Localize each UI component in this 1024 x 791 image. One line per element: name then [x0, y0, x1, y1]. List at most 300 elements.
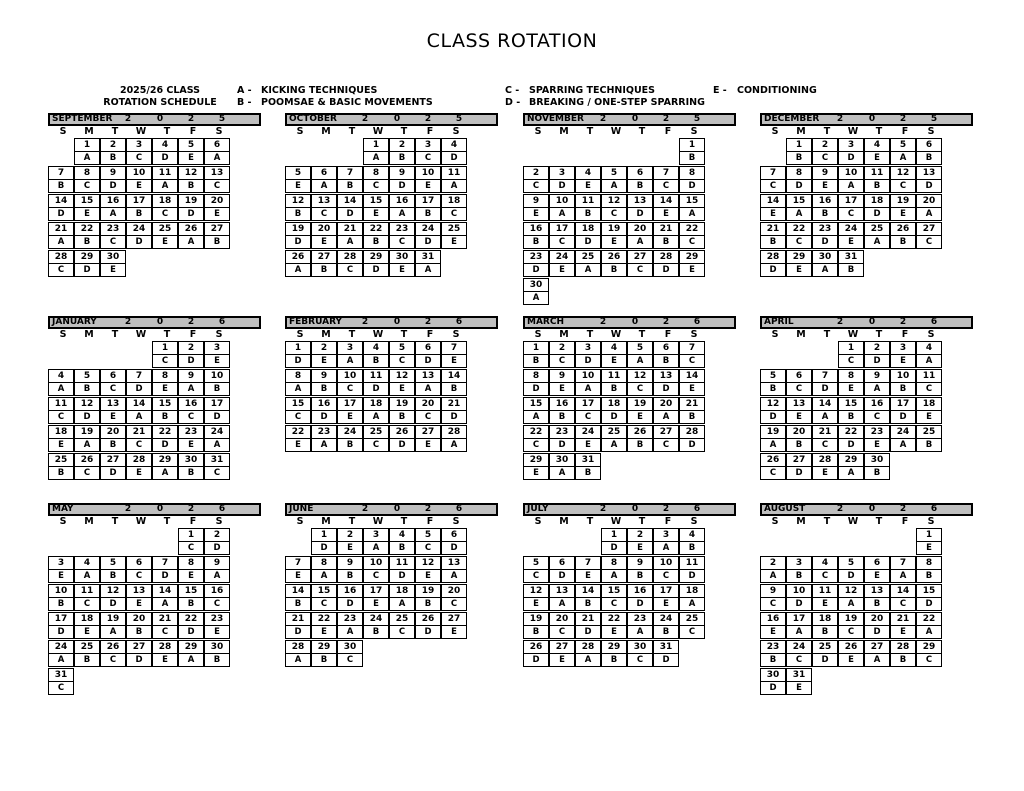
date-cell: 3	[549, 166, 575, 180]
date-cell: 10	[786, 584, 812, 598]
year-digit: 2	[424, 114, 432, 124]
rotation-letter-cell: C	[363, 569, 389, 583]
month-header	[285, 503, 498, 516]
weekday-label: S	[215, 126, 223, 137]
date-cell: 20	[126, 612, 152, 626]
legend-text: SPARRING TECHNIQUES	[529, 85, 656, 96]
date-cell: 25	[916, 425, 942, 439]
date-cell: 29	[152, 453, 178, 467]
date-cell: 18	[363, 397, 389, 411]
date-cell: 29	[74, 250, 100, 264]
date-cell: 19	[100, 612, 126, 626]
month-january	[48, 316, 261, 478]
weekday-label: T	[348, 516, 356, 527]
weekday-label: W	[610, 126, 622, 137]
rotation-letter-cell: C	[523, 179, 549, 193]
legend-item-a	[237, 85, 377, 97]
date-cell: 24	[786, 640, 812, 654]
date-cell: 12	[523, 584, 549, 598]
rotation-letter-cell: E	[601, 235, 627, 249]
date-cell: 25	[864, 222, 890, 236]
rotation-letter-cell: B	[760, 235, 786, 249]
rotation-letter-cell: B	[575, 466, 601, 480]
rotation-letter-cell: D	[679, 438, 705, 452]
rotation-letter-cell: A	[415, 382, 441, 396]
rotation-letter-cell: D	[441, 410, 467, 424]
rotation-letter-cell: E	[760, 207, 786, 221]
date-cell: 13	[916, 166, 942, 180]
rotation-letter-cell: D	[74, 410, 100, 424]
date-cell: 13	[311, 194, 337, 208]
legend-item-d	[505, 97, 705, 109]
rotation-letter-cell: D	[523, 653, 549, 667]
weekday-header-row	[48, 516, 261, 528]
rotation-letter-cell: C	[916, 653, 942, 667]
date-cell: 3	[575, 341, 601, 355]
date-cell: 4	[679, 528, 705, 542]
rotation-letter-cell: D	[337, 597, 363, 611]
rotation-letter-cell: C	[389, 354, 415, 368]
rotation-letter-cell: B	[549, 410, 575, 424]
rotation-letter-cell: E	[679, 263, 705, 277]
rotation-letter-cell: B	[415, 597, 441, 611]
date-cell: 16	[864, 397, 890, 411]
rotation-letter-cell: B	[126, 625, 152, 639]
rotation-letter-cell: E	[126, 597, 152, 611]
rotation-letter-cell: E	[204, 354, 230, 368]
date-cell: 22	[285, 425, 311, 439]
weekday-label: M	[796, 329, 806, 340]
date-cell: 31	[48, 668, 74, 682]
date-cell: 19	[415, 584, 441, 598]
month-june	[285, 503, 498, 665]
rotation-letter-cell: A	[48, 235, 74, 249]
date-cell: 23	[337, 612, 363, 626]
rotation-letter-cell: C	[337, 653, 363, 667]
month-april	[760, 316, 973, 478]
rotation-letter-cell: E	[363, 597, 389, 611]
rotation-letter-cell: D	[653, 653, 679, 667]
weekday-header-row	[285, 329, 498, 341]
rotation-letter-cell: E	[601, 354, 627, 368]
rotation-letter-cell: C	[441, 597, 467, 611]
date-cell: 26	[523, 640, 549, 654]
date-cell: 15	[679, 194, 705, 208]
date-cell: 2	[812, 138, 838, 152]
date-cell: 13	[549, 584, 575, 598]
date-cell: 12	[389, 369, 415, 383]
rotation-letter-cell: B	[48, 179, 74, 193]
rotation-letter-cell: D	[760, 681, 786, 695]
date-cell: 24	[653, 612, 679, 626]
rotation-letter-cell: C	[653, 438, 679, 452]
rotation-letter-cell: B	[389, 151, 415, 165]
date-cell: 25	[601, 425, 627, 439]
rotation-letter-cell: A	[627, 235, 653, 249]
date-cell: 31	[653, 640, 679, 654]
date-cell: 22	[601, 612, 627, 626]
year-digit: 6	[455, 504, 463, 514]
date-cell: 15	[363, 194, 389, 208]
date-cell: 29	[311, 640, 337, 654]
date-cell: 27	[864, 640, 890, 654]
rotation-letter-cell: C	[601, 597, 627, 611]
weekday-label: T	[875, 516, 883, 527]
month-header	[523, 503, 736, 516]
date-cell: 28	[48, 250, 74, 264]
rotation-letter-cell: D	[812, 653, 838, 667]
date-cell: 27	[549, 640, 575, 654]
rotation-letter-cell: B	[916, 438, 942, 452]
rotation-letter-cell: D	[890, 410, 916, 424]
weekday-label: F	[901, 516, 909, 527]
date-cell: 21	[285, 612, 311, 626]
rotation-letter-cell: E	[178, 569, 204, 583]
date-cell: 20	[916, 194, 942, 208]
weekday-label: M	[84, 516, 94, 527]
rotation-letter-cell: E	[838, 653, 864, 667]
rotation-letter-cell: A	[48, 382, 74, 396]
rotation-letter-cell: E	[627, 541, 653, 555]
rotation-letter-cell: A	[679, 597, 705, 611]
rotation-letter-cell: E	[48, 569, 74, 583]
date-cell: 30	[337, 640, 363, 654]
date-cell: 16	[389, 194, 415, 208]
weekday-label: S	[215, 329, 223, 340]
rotation-letter-cell: B	[311, 653, 337, 667]
weekday-label: F	[664, 126, 672, 137]
date-cell: 1	[838, 341, 864, 355]
date-cell: 16	[337, 584, 363, 598]
year-digit: 0	[156, 504, 164, 514]
rotation-letter-cell: E	[152, 653, 178, 667]
rotation-letter-cell: D	[389, 569, 415, 583]
date-cell: 5	[415, 528, 441, 542]
rotation-letter-cell: C	[311, 207, 337, 221]
date-cell: 15	[178, 584, 204, 598]
rotation-letter-cell: D	[441, 151, 467, 165]
year-digit: 6	[218, 317, 226, 327]
rotation-letter-cell: B	[389, 541, 415, 555]
rotation-letter-cell: D	[812, 235, 838, 249]
date-cell: 9	[204, 556, 230, 570]
weekday-header-row	[48, 126, 261, 138]
date-cell: 1	[178, 528, 204, 542]
rotation-letter-cell: C	[549, 235, 575, 249]
rotation-letter-cell: B	[838, 263, 864, 277]
rotation-letter-cell: E	[100, 410, 126, 424]
date-cell: 2	[204, 528, 230, 542]
date-cell: 16	[812, 194, 838, 208]
date-cell: 1	[74, 138, 100, 152]
rotation-letter-cell: A	[916, 207, 942, 221]
date-cell: 27	[415, 425, 441, 439]
date-cell: 23	[812, 222, 838, 236]
rotation-letter-cell: A	[760, 569, 786, 583]
date-cell: 30	[864, 453, 890, 467]
rotation-letter-cell: B	[786, 151, 812, 165]
rotation-letter-cell: B	[653, 235, 679, 249]
date-cell: 10	[126, 166, 152, 180]
rotation-letter-cell: E	[549, 653, 575, 667]
rotation-letter-cell: D	[100, 179, 126, 193]
year-digit: 2	[424, 317, 432, 327]
date-cell: 9	[864, 369, 890, 383]
date-cell: 10	[575, 369, 601, 383]
date-cell: 15	[786, 194, 812, 208]
month-header	[48, 113, 261, 126]
weekday-header-row	[760, 516, 973, 528]
rotation-letter-cell: A	[786, 207, 812, 221]
date-cell: 19	[285, 222, 311, 236]
date-cell: 9	[337, 556, 363, 570]
rotation-letter-cell: A	[178, 235, 204, 249]
weekday-label: T	[586, 516, 594, 527]
rotation-letter-cell: A	[812, 263, 838, 277]
date-cell: 1	[679, 138, 705, 152]
date-cell: 16	[178, 397, 204, 411]
rotation-letter-cell: D	[760, 263, 786, 277]
date-cell: 11	[48, 397, 74, 411]
weekday-label: S	[215, 516, 223, 527]
date-cell: 1	[601, 528, 627, 542]
rotation-letter-cell: C	[152, 625, 178, 639]
weekday-label: M	[796, 126, 806, 137]
date-cell: 26	[389, 425, 415, 439]
rotation-letter-cell: D	[679, 179, 705, 193]
rotation-letter-cell: C	[337, 382, 363, 396]
date-cell: 6	[100, 369, 126, 383]
rotation-letter-cell: A	[152, 179, 178, 193]
date-cell: 9	[523, 194, 549, 208]
date-cell: 5	[627, 341, 653, 355]
rotation-letter-cell: E	[311, 625, 337, 639]
date-cell: 21	[441, 397, 467, 411]
weekday-label: W	[847, 516, 859, 527]
date-cell: 15	[74, 194, 100, 208]
date-cell: 12	[890, 166, 916, 180]
date-cell: 30	[627, 640, 653, 654]
date-cell: 22	[838, 425, 864, 439]
rotation-letter-cell: D	[311, 541, 337, 555]
month-header	[760, 503, 973, 516]
date-cell: 28	[126, 453, 152, 467]
rotation-letter-cell: A	[441, 179, 467, 193]
rotation-letter-cell: E	[285, 438, 311, 452]
date-cell: 19	[601, 222, 627, 236]
month-header	[48, 503, 261, 516]
rotation-letter-cell: A	[601, 438, 627, 452]
date-cell: 14	[48, 194, 74, 208]
rotation-letter-cell: A	[337, 625, 363, 639]
rotation-letter-cell: D	[549, 569, 575, 583]
weekday-label: S	[296, 126, 304, 137]
rotation-letter-cell: B	[916, 569, 942, 583]
date-cell: 28	[890, 640, 916, 654]
date-cell: 25	[389, 612, 415, 626]
month-name: AUGUST	[764, 504, 806, 514]
weekday-label: F	[426, 126, 434, 137]
month-header	[285, 316, 498, 329]
date-cell: 16	[523, 222, 549, 236]
year-digit: 2	[124, 114, 132, 124]
date-cell: 2	[549, 341, 575, 355]
rotation-letter-cell: B	[916, 151, 942, 165]
rotation-letter-cell: D	[916, 179, 942, 193]
weekday-label: W	[372, 329, 384, 340]
rotation-letter-cell: A	[204, 151, 230, 165]
date-cell: 17	[126, 194, 152, 208]
date-cell: 6	[653, 341, 679, 355]
rotation-letter-cell: B	[100, 151, 126, 165]
rotation-letter-cell: C	[204, 466, 230, 480]
rotation-letter-cell: D	[575, 354, 601, 368]
rotation-letter-cell: B	[627, 438, 653, 452]
date-cell: 30	[523, 278, 549, 292]
date-cell: 25	[441, 222, 467, 236]
date-cell: 21	[575, 612, 601, 626]
rotation-letter-cell: C	[48, 410, 74, 424]
date-cell: 9	[627, 556, 653, 570]
date-cell: 22	[363, 222, 389, 236]
weekday-label: F	[426, 516, 434, 527]
rotation-letter-cell: E	[126, 179, 152, 193]
weekday-label: T	[348, 329, 356, 340]
date-cell: 8	[786, 166, 812, 180]
date-cell: 24	[549, 250, 575, 264]
rotation-letter-cell: C	[389, 625, 415, 639]
date-cell: 4	[601, 341, 627, 355]
date-cell: 27	[786, 453, 812, 467]
date-cell: 13	[126, 584, 152, 598]
rotation-letter-cell: D	[864, 354, 890, 368]
date-cell: 23	[864, 425, 890, 439]
date-cell: 26	[627, 425, 653, 439]
weekday-label: M	[559, 329, 569, 340]
rotation-letter-cell: D	[285, 354, 311, 368]
date-cell: 12	[601, 194, 627, 208]
weekday-label: F	[901, 126, 909, 137]
date-cell: 18	[601, 397, 627, 411]
month-name: APRIL	[764, 317, 794, 327]
rotation-letter-cell: C	[601, 207, 627, 221]
rotation-letter-cell: D	[152, 151, 178, 165]
rotation-letter-cell: A	[812, 410, 838, 424]
date-cell: 14	[679, 369, 705, 383]
date-cell: 23	[627, 612, 653, 626]
date-cell: 6	[441, 528, 467, 542]
weekday-label: W	[372, 126, 384, 137]
date-cell: 12	[178, 166, 204, 180]
year-digit: 2	[662, 317, 670, 327]
date-cell: 10	[363, 556, 389, 570]
rotation-letter-cell: C	[812, 569, 838, 583]
date-cell: 5	[100, 556, 126, 570]
legend-text: CONDITIONING	[737, 85, 817, 96]
weekday-header-row	[760, 329, 973, 341]
month-name: OCTOBER	[289, 114, 337, 124]
date-cell: 19	[627, 397, 653, 411]
date-cell: 6	[786, 369, 812, 383]
rotation-letter-cell: D	[864, 207, 890, 221]
rotation-letter-cell: B	[100, 438, 126, 452]
weekday-label: T	[111, 516, 119, 527]
date-cell: 3	[415, 138, 441, 152]
rotation-letter-cell: D	[311, 410, 337, 424]
rotation-letter-cell: A	[760, 438, 786, 452]
date-cell: 23	[178, 425, 204, 439]
rotation-letter-cell: E	[441, 235, 467, 249]
date-cell: 25	[812, 640, 838, 654]
date-cell: 23	[204, 612, 230, 626]
year-digit: 2	[899, 114, 907, 124]
date-cell: 28	[441, 425, 467, 439]
year-digit: 2	[124, 504, 132, 514]
rotation-letter-cell: A	[838, 597, 864, 611]
rotation-letter-cell: B	[204, 653, 230, 667]
year-digit: 2	[361, 317, 369, 327]
rotation-letter-cell: E	[549, 263, 575, 277]
date-cell: 19	[890, 194, 916, 208]
weekday-label: W	[135, 126, 147, 137]
date-cell: 16	[549, 397, 575, 411]
date-cell: 30	[100, 250, 126, 264]
date-cell: 26	[890, 222, 916, 236]
rotation-letter-cell: E	[415, 179, 441, 193]
rotation-letter-cell: C	[48, 263, 74, 277]
date-cell: 13	[415, 369, 441, 383]
weekday-label: S	[452, 516, 460, 527]
date-cell: 12	[838, 584, 864, 598]
rotation-letter-cell: E	[285, 569, 311, 583]
date-cell: 17	[204, 397, 230, 411]
weekday-label: T	[823, 516, 831, 527]
rotation-letter-cell: E	[786, 263, 812, 277]
weekday-label: S	[927, 126, 935, 137]
date-cell: 3	[204, 341, 230, 355]
month-header	[760, 316, 973, 329]
rotation-letter-cell: B	[337, 179, 363, 193]
weekday-label: F	[664, 329, 672, 340]
date-cell: 12	[74, 397, 100, 411]
weekday-label: T	[163, 126, 171, 137]
rotation-letter-cell: D	[100, 597, 126, 611]
rotation-letter-cell: A	[627, 625, 653, 639]
rotation-letter-cell: D	[48, 207, 74, 221]
date-cell: 14	[653, 194, 679, 208]
year-digit: 0	[393, 317, 401, 327]
date-cell: 7	[575, 556, 601, 570]
rotation-letter-cell: B	[890, 235, 916, 249]
month-february	[285, 316, 498, 450]
rotation-letter-cell: E	[786, 681, 812, 695]
date-cell: 17	[653, 584, 679, 598]
rotation-letter-cell: A	[838, 179, 864, 193]
date-cell: 22	[679, 222, 705, 236]
rotation-letter-cell: A	[74, 569, 100, 583]
date-cell: 22	[152, 425, 178, 439]
date-cell: 23	[523, 250, 549, 264]
rotation-letter-cell: A	[679, 207, 705, 221]
date-cell: 7	[337, 166, 363, 180]
rotation-letter-cell: A	[204, 569, 230, 583]
year-digit: 6	[693, 504, 701, 514]
rotation-letter-cell: B	[838, 410, 864, 424]
rotation-letter-cell: E	[204, 207, 230, 221]
legend-item-e	[713, 85, 817, 97]
weekday-label: S	[59, 516, 67, 527]
date-cell: 27	[100, 453, 126, 467]
